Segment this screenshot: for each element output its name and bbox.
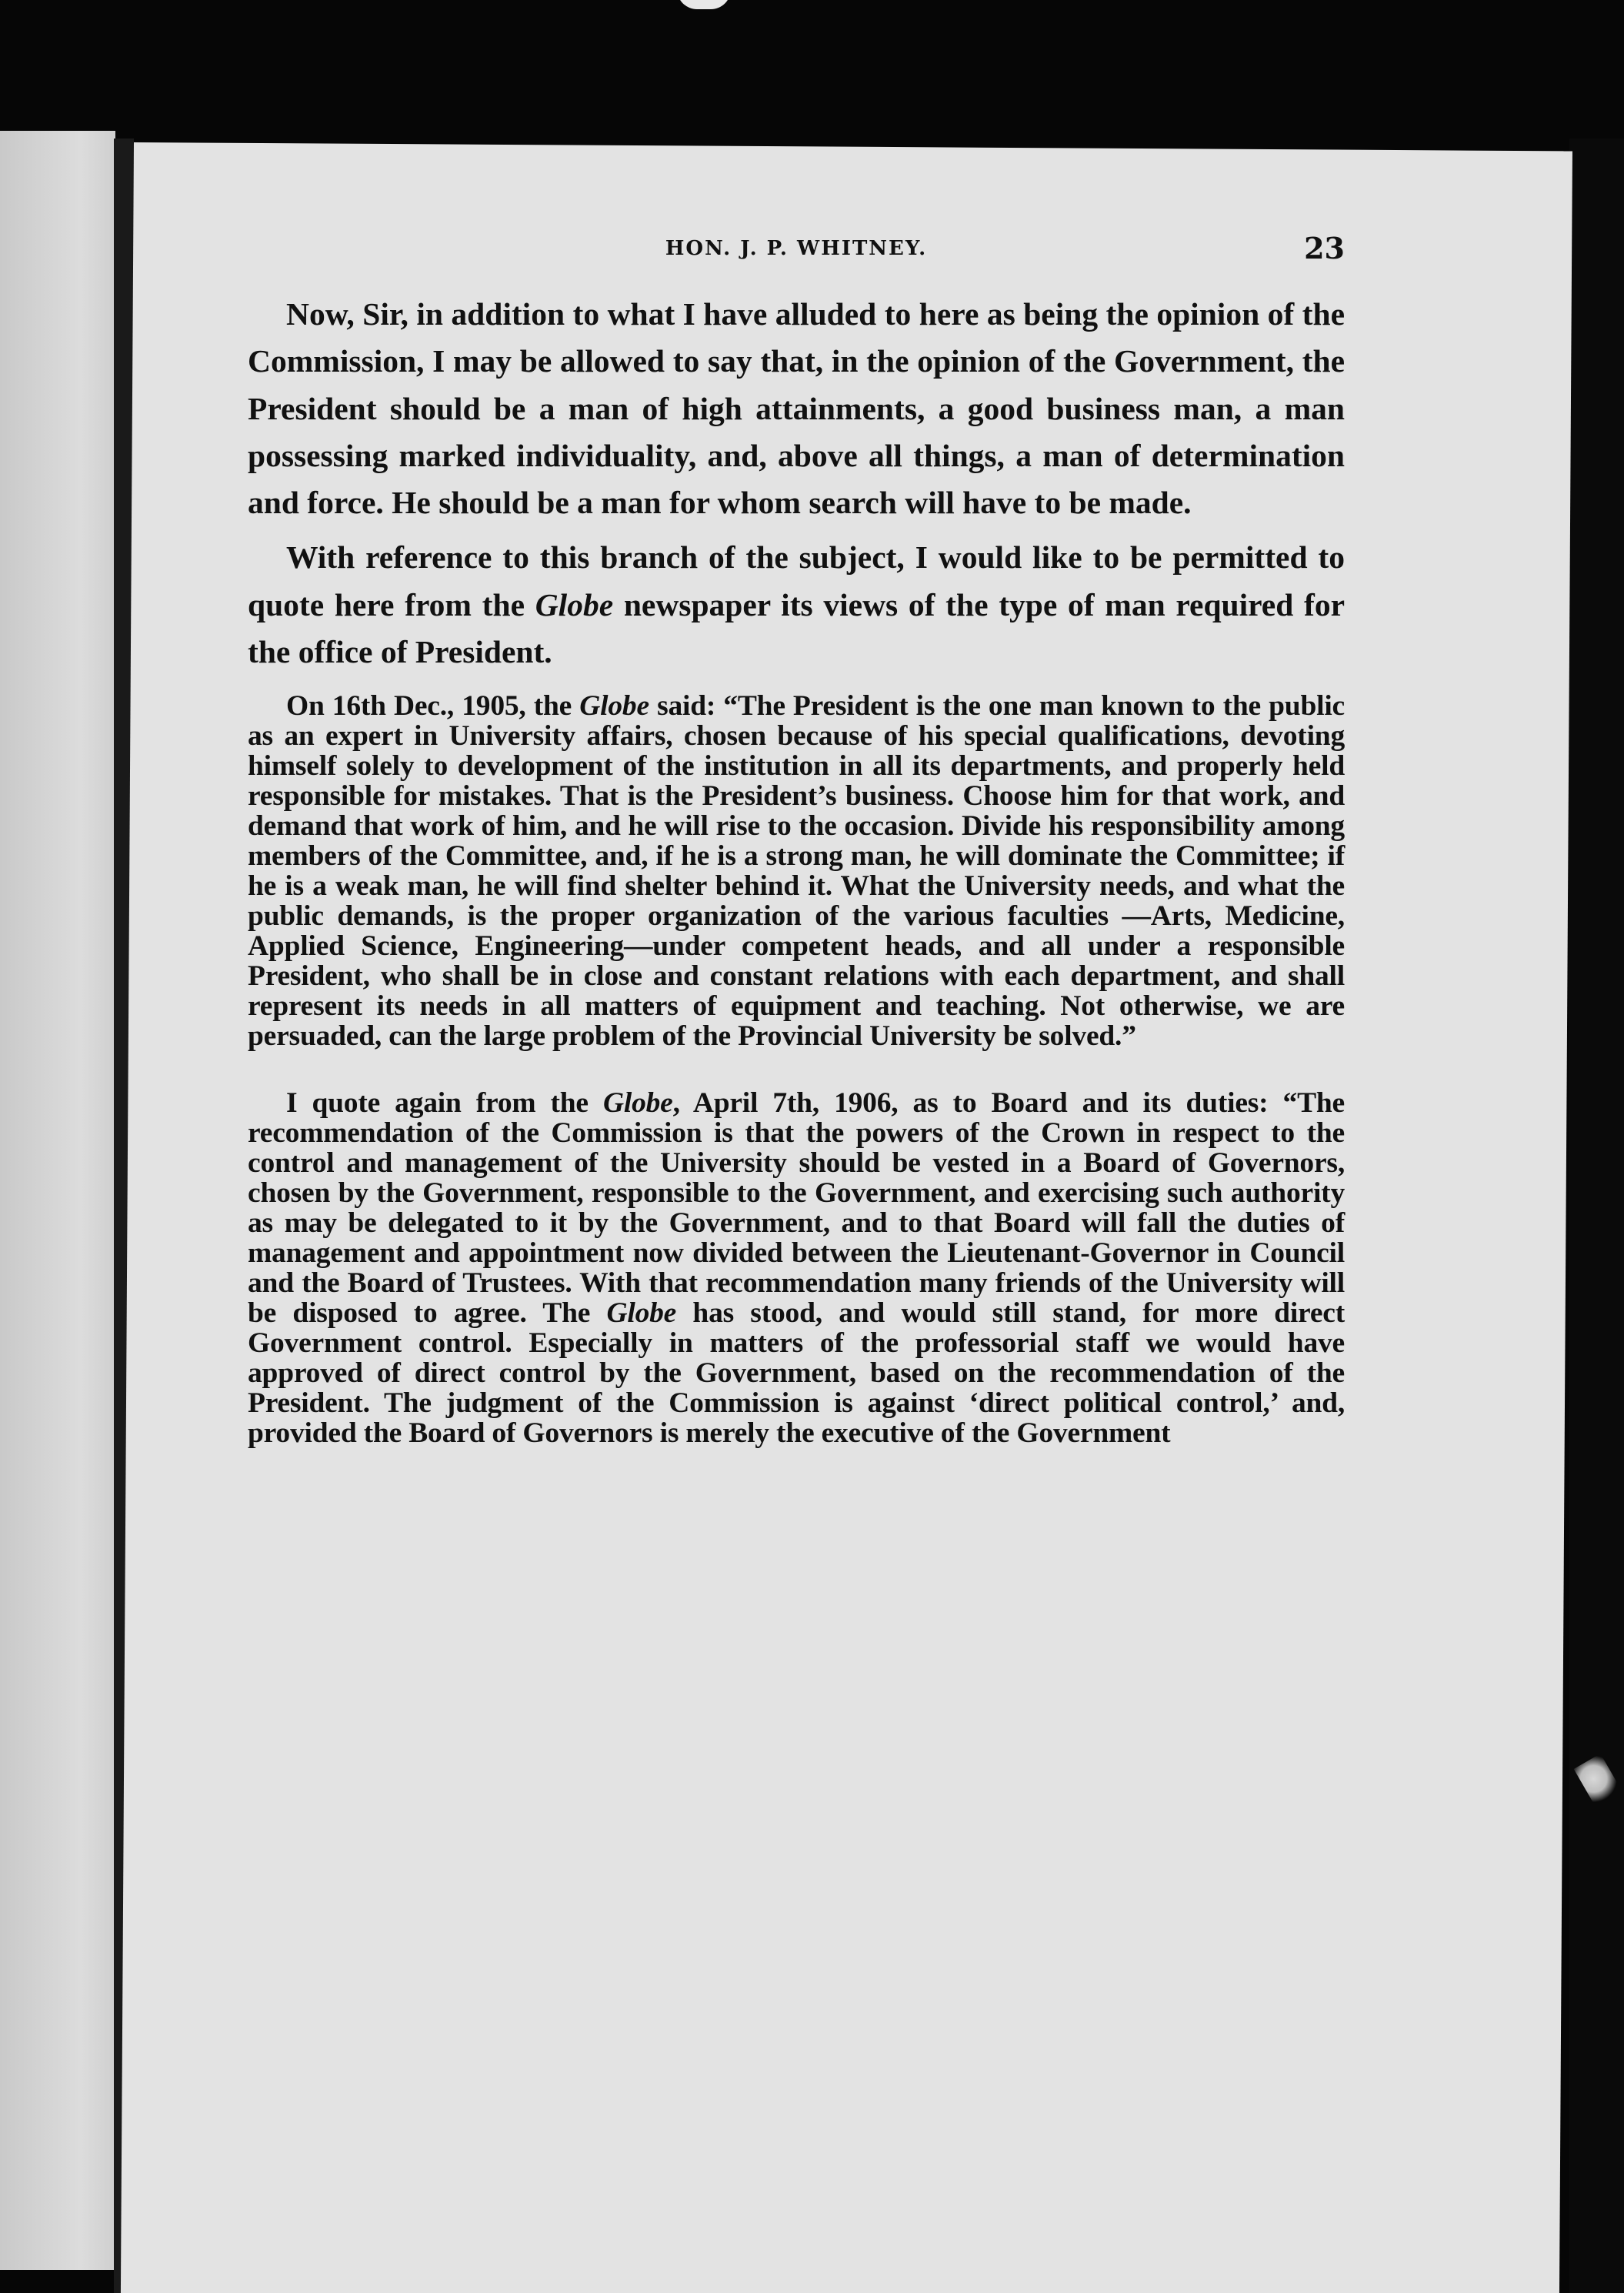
paragraph-globe-quote-1906: I quote again from the Globe, April 7th, 1906, as to Board and its duties: “The recommendation of the Commission is that the powers of the Crown in respect to the control and management of the University should be vested in a Board of Governors, chosen by the Government, responsible to the Government, and exercising such authority as may be delegated to it by the Government, and to that Board will fall the duties of management and appointment now divided between the Lieutenant-Governor in Council and the Board of Trustees. With that recommendation many friends of the University will be disposed to agree. The Globe has stood, and would still stand, for more direct Government control. Especially in matters of the professorial staff we would have approved of direct control by the Government, based on the recommendation of the President. The judgment of the Commission is against ‘direct political control,’ and, provided the Board of Governors is merely the executive of the Government xyxy=(248,1087,1345,1450)
running-head: HON. J. P. WHITNEY. xyxy=(665,237,928,260)
scan-background-right xyxy=(1569,139,1624,2293)
scanner-artifact xyxy=(677,0,731,9)
page-header xyxy=(248,231,1345,277)
paragraph-globe-quote-1905: On 16th Dec., 1905, the Globe said: “The President is the one man known to the public as an expert in University affairs, chosen because of his special qualifications, devoting himself solely to development of the institution in all its departments, and properly held responsible for mistakes. That is the President’s business. Choose him for that work, and demand that work of him, and he will rise to the occasion. Divide his responsibility among members of the Committee, and, if he is a strong man, he will dominate the Committee; if he is a weak man, he will find shelter behind it. What the University needs, and what the public demands, is the proper organization of the various faculties —Arts, Medicine, Applied Science, Engineering—under competent heads, and all under a responsible President, who shall be in close and constant relations with each department, and shall represent its needs in all matters of equipment and teaching. Not otherwise, we are persuaded, can the large problem of the Provincial University be solved.” xyxy=(248,690,1345,1053)
paragraph-globe-reference: With reference to this branch of the subject, I would like to be permitted to quote here from the Globe newspaper its views of the type of man required for the office of President. xyxy=(248,539,1345,670)
page-body xyxy=(248,291,1345,1448)
facing-page-edge xyxy=(0,131,115,2270)
paragraph-president-qualities: Now, Sir, in addition to what I have alluded to here as being the opinion of the Commission, I may be allowed to say that, in the opinion of the Government, the President should be a man of high attainments, a good business man, a man possessing marked individuality, and, above all things, a man of determination and force. He should be a man for whom search will have to be made. xyxy=(248,296,1345,521)
page-number: 23 xyxy=(1304,231,1345,265)
